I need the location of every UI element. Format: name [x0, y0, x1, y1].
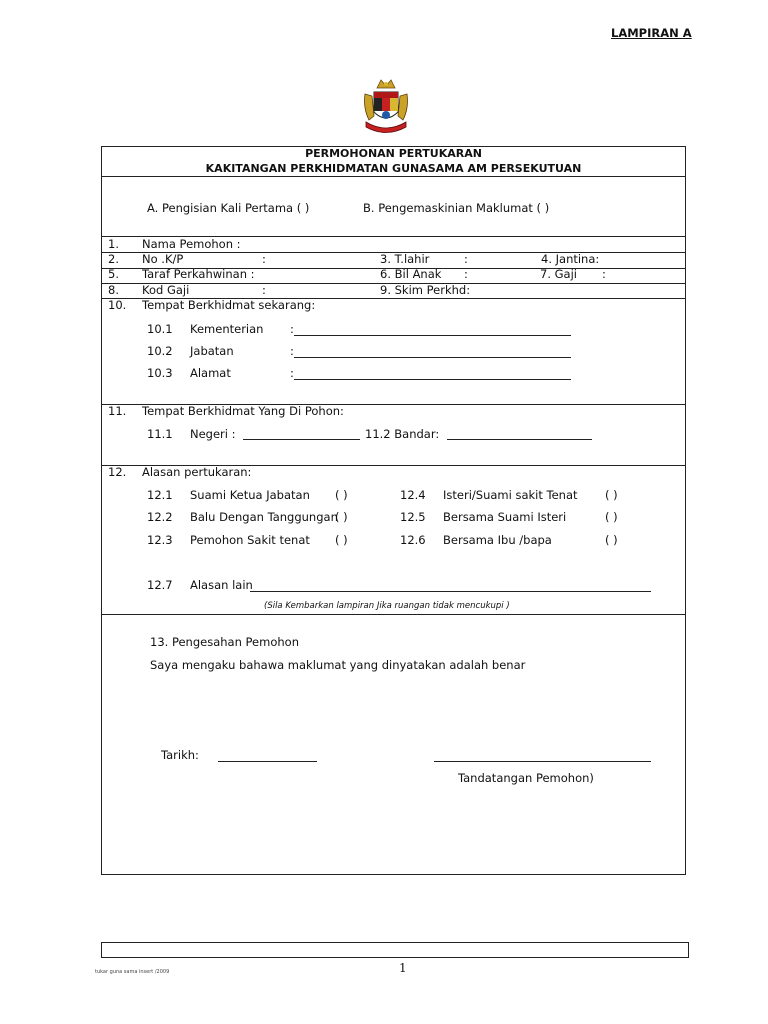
- declaration-statement: Saya mengaku bahawa maklumat yang dinyatakan adalah benar: [150, 658, 526, 672]
- jabatan-line[interactable]: [294, 357, 571, 358]
- footer-note: tukar guna sama insert /2009: [95, 969, 170, 975]
- field-colon: :: [464, 267, 468, 281]
- label-tandatangan: Tandatangan Pemohon): [458, 771, 594, 785]
- reason-suami-ketua-jabatan: Suami Ketua Jabatan: [190, 488, 310, 502]
- section-11-title: Tempat Berkhidmat Yang Di Pohon:: [142, 404, 344, 418]
- section-number: 12.: [108, 465, 127, 479]
- option-first-fill[interactable]: A. Pengisian Kali Pertama ( ): [147, 201, 310, 215]
- lampiran-label: LAMPIRAN A: [611, 26, 692, 40]
- label-alamat: Alamat: [190, 366, 231, 380]
- section-13-title: 13. Pengesahan Pemohon: [150, 635, 299, 649]
- label-jabatan: Jabatan: [190, 344, 234, 358]
- field-kod-gaji: Kod Gaji: [142, 283, 190, 297]
- section-12-title: Alasan pertukaran:: [142, 465, 252, 479]
- divider: [102, 176, 685, 177]
- field-colon: :: [262, 283, 266, 297]
- attachment-note: (Sila Kembarkan lampiran Jika ruangan tidak mencukupi ): [264, 601, 510, 611]
- field-colon: :: [290, 322, 294, 336]
- reason-bersama-suami-isteri: Bersama Suami Isteri: [443, 510, 567, 524]
- row-number: 2.: [108, 252, 119, 266]
- field-colon: :: [290, 366, 294, 380]
- page-number: 1: [399, 961, 407, 975]
- row-number: 5.: [108, 267, 119, 281]
- application-form: [101, 146, 686, 875]
- item-number: 12.4: [400, 488, 426, 502]
- field-colon: :: [290, 344, 294, 358]
- item-number: 12.6: [400, 533, 426, 547]
- reason-bersama-ibu-bapa: Bersama Ibu /bapa: [443, 533, 552, 547]
- item-number: 10.1: [147, 322, 173, 336]
- label-negeri: Negeri :: [190, 427, 236, 441]
- divider: [102, 614, 685, 615]
- label-bandar: 11.2 Bandar:: [365, 427, 440, 441]
- form-title-line1: PERMOHONAN PERTUKARAN: [305, 147, 482, 160]
- form-title-line2: KAKITANGAN PERKHIDMATAN GUNASAMA AM PERSEKUTUAN: [205, 162, 582, 175]
- item-number: 10.2: [147, 344, 173, 358]
- coat-of-arms-icon: [361, 78, 411, 138]
- label-kementerian: Kementerian: [190, 322, 264, 336]
- field-jantina: 4. Jantina:: [541, 252, 600, 266]
- field-nama-pemohon: Nama Pemohon :: [142, 237, 241, 251]
- field-bil-anak: 6. Bil Anak: [380, 267, 442, 281]
- section-10-title: Tempat Berkhidmat sekarang:: [142, 298, 316, 312]
- reason-isteri-suami-sakit: Isteri/Suami sakit Tenat: [443, 488, 578, 502]
- field-colon: :: [602, 267, 606, 281]
- field-colon: :: [262, 252, 266, 266]
- item-number: 11.1: [147, 427, 173, 441]
- label-alasan-lain: Alasan lain: [190, 578, 253, 592]
- item-number: 10.3: [147, 366, 173, 380]
- alasan-lain-line[interactable]: [250, 591, 651, 592]
- alamat-line[interactable]: [294, 379, 571, 380]
- section-number: 11.: [108, 404, 127, 418]
- field-taraf-perkahwinan: Taraf Perkahwinan :: [142, 267, 255, 281]
- item-number: 12.5: [400, 510, 426, 524]
- field-colon: :: [464, 252, 468, 266]
- bandar-line[interactable]: [447, 439, 592, 440]
- section-number: 10.: [108, 298, 127, 312]
- item-number: 12.2: [147, 510, 173, 524]
- label-tarikh: Tarikh:: [161, 748, 199, 762]
- checkbox-isteri-suami-sakit[interactable]: ( ): [605, 488, 618, 502]
- checkbox-pemohon-sakit[interactable]: ( ): [335, 533, 348, 547]
- option-update-info[interactable]: B. Pengemaskinian Maklumat ( ): [363, 201, 550, 215]
- row-number: 8.: [108, 283, 119, 297]
- tarikh-line[interactable]: [218, 761, 317, 762]
- checkbox-bersama-ibu-bapa[interactable]: ( ): [605, 533, 618, 547]
- field-no-kp: No .K/P: [142, 252, 184, 266]
- item-number: 12.7: [147, 578, 173, 592]
- row-number: 1.: [108, 237, 119, 251]
- kementerian-line[interactable]: [294, 335, 571, 336]
- field-skim-perkhidmatan: 9. Skim Perkhd:: [380, 283, 471, 297]
- checkbox-balu-tanggungan[interactable]: ( ): [335, 510, 348, 524]
- field-gaji: 7. Gaji: [540, 267, 577, 281]
- item-number: 12.3: [147, 533, 173, 547]
- reason-balu-tanggungan: Balu Dengan Tanggungan: [190, 510, 338, 524]
- reason-pemohon-sakit: Pemohon Sakit tenat: [190, 533, 310, 547]
- checkbox-suami-ketua-jabatan[interactable]: ( ): [335, 488, 348, 502]
- field-tarikh-lahir: 3. T.lahir: [380, 252, 430, 266]
- checkbox-bersama-suami-isteri[interactable]: ( ): [605, 510, 618, 524]
- signature-line[interactable]: [434, 761, 651, 762]
- footer-box: [101, 942, 689, 958]
- negeri-line[interactable]: [243, 439, 360, 440]
- item-number: 12.1: [147, 488, 173, 502]
